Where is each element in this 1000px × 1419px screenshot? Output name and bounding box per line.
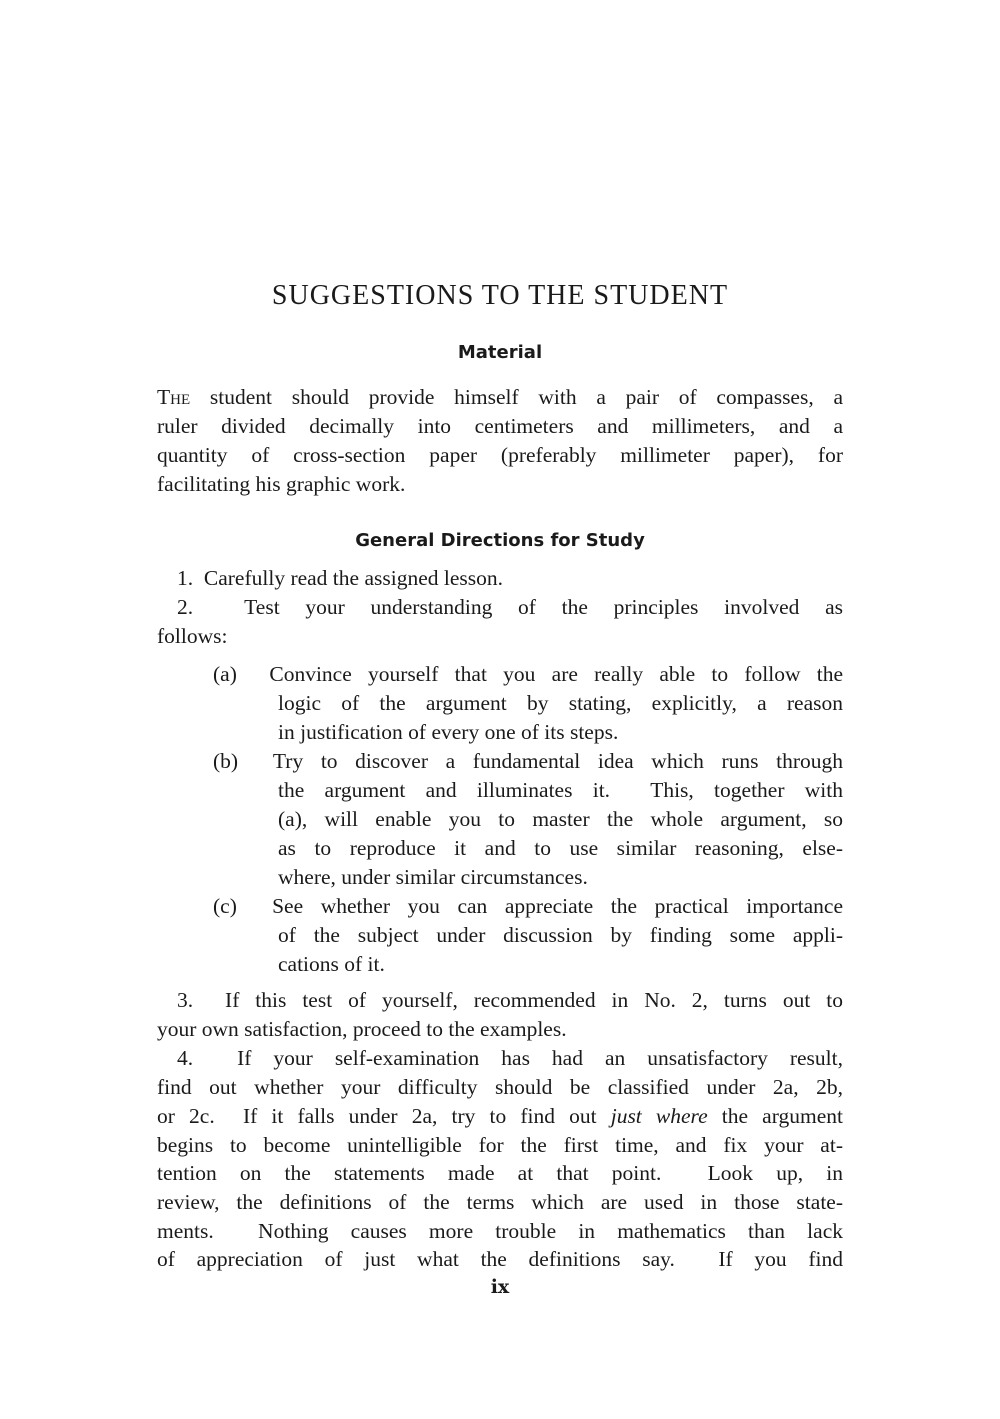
- text-line: [157, 1132, 843, 1158]
- text-line: [157, 413, 843, 439]
- line-text: find out whether your difficulty should be classified under 2a, 2b,: [157, 1075, 843, 1099]
- text-line: [278, 922, 843, 948]
- emphasis-text: just where: [610, 1104, 708, 1128]
- text-line: [157, 1246, 843, 1272]
- line-text: or 2c. If it falls under 2a, try to find out: [157, 1104, 611, 1128]
- text-line: [213, 748, 843, 774]
- line-text: your own satisfaction, proceed to the examples.: [157, 1017, 567, 1041]
- line-text: ments. Nothing causes more trouble in mathematics than lack: [157, 1219, 843, 1243]
- line-text: (b) Try to discover a fundamental idea which runs through: [213, 749, 843, 773]
- text-line: [278, 835, 843, 861]
- heading-general-directions: General Directions for Study: [355, 530, 645, 551]
- text-line: [157, 1218, 843, 1244]
- line-text: (c) See whether you can appreciate the practical importance: [213, 894, 843, 918]
- text-line: [157, 1160, 843, 1186]
- line-text: in justification of every one of its steps.: [278, 720, 619, 744]
- text-line: [177, 594, 843, 620]
- line-text: quantity of cross-section paper (preferably millimeter paper), for: [157, 443, 843, 467]
- line-text: 2. Test your understanding of the principles involved as: [177, 595, 843, 619]
- line-text: 4. If your self-examination has had an unsatisfactory result,: [177, 1046, 843, 1070]
- text-line: [157, 442, 843, 468]
- text-line: [278, 777, 843, 803]
- line-text: logic of the argument by stating, explicitly, a reason: [278, 691, 843, 715]
- line-text: the argument: [707, 1104, 843, 1128]
- line-text: begins to become unintelligible for the first time, and fix your at-: [157, 1133, 843, 1157]
- text-line: [157, 471, 843, 497]
- heading-material: Material: [457, 342, 543, 363]
- text-line: [177, 987, 843, 1013]
- line-text: of appreciation of just what the definitions say. If you find: [157, 1247, 843, 1271]
- page-title: SUGGESTIONS TO THE STUDENT: [271, 280, 729, 311]
- text-line: [157, 1189, 843, 1215]
- text-line: [177, 1045, 843, 1071]
- line-text: of the subject under discussion by finding some appli-: [278, 923, 843, 947]
- text-line: [278, 951, 843, 977]
- line-text: cations of it.: [278, 952, 385, 976]
- line-text: (a), will enable you to master the whole argument, so: [278, 807, 843, 831]
- line-text: review, the definitions of the terms which are used in those state-: [157, 1190, 843, 1214]
- line-text: ruler divided decimally into centimeters and millimeters, and a: [157, 414, 843, 438]
- text-line: [278, 719, 843, 745]
- text-line: [157, 623, 843, 649]
- line-text: student should provide himself with a pair of compasses, a: [190, 385, 843, 409]
- text-line: [278, 690, 843, 716]
- line-text: 3. If this test of yourself, recommended in No. 2, turns out to: [177, 988, 843, 1012]
- line-text: 1. Carefully read the assigned lesson.: [177, 566, 503, 590]
- line-text: as to reproduce it and to use similar reasoning, else-: [278, 836, 843, 860]
- text-line: [177, 565, 843, 591]
- text-line: [157, 1016, 843, 1042]
- text-line: [213, 893, 843, 919]
- page-number: ix: [490, 1276, 510, 1298]
- lead-word: The: [157, 385, 191, 409]
- text-line: [157, 384, 843, 410]
- text-line: [213, 661, 843, 687]
- text-line: [157, 1103, 843, 1129]
- text-line: [278, 806, 843, 832]
- text-line: [157, 1074, 843, 1100]
- line-text: facilitating his graphic work.: [157, 472, 406, 496]
- line-text: where, under similar circumstances.: [278, 865, 588, 889]
- line-text: the argument and illuminates it. This, together with: [278, 778, 843, 802]
- line-text: (a) Convince yourself that you are really able to follow the: [213, 662, 843, 686]
- line-text: tention on the statements made at that point. Look up, in: [157, 1161, 843, 1185]
- text-line: [278, 864, 843, 890]
- line-text: follows:: [157, 624, 228, 648]
